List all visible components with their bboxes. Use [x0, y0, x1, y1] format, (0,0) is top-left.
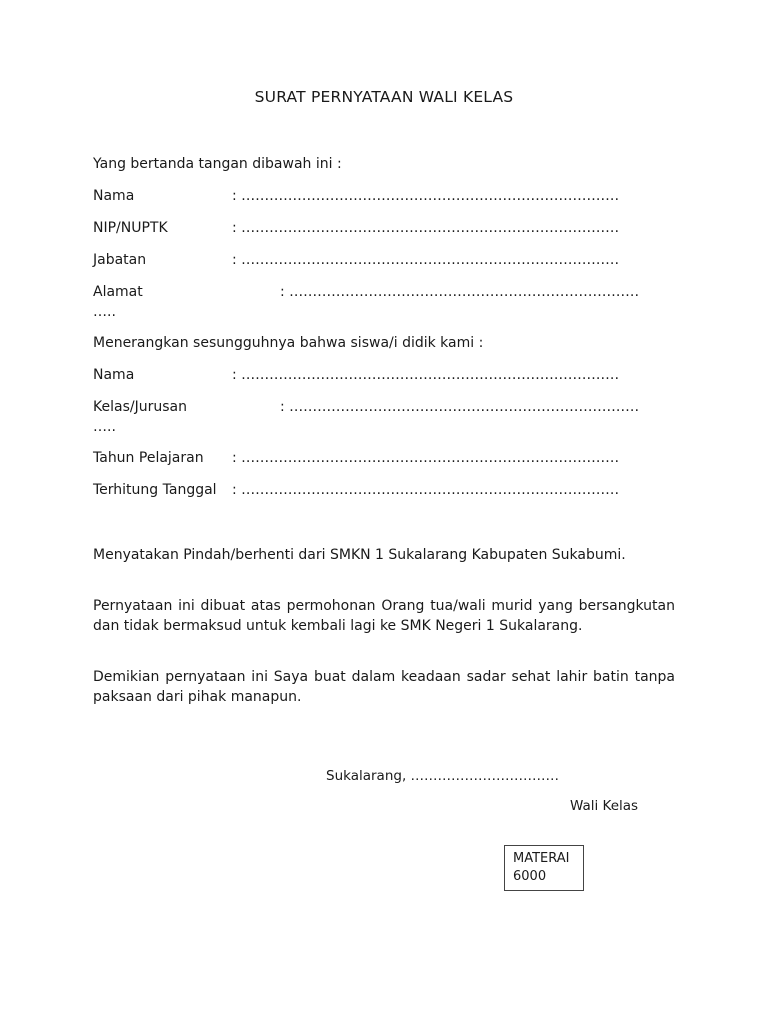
signature-role: Wali Kelas — [570, 798, 639, 814]
materai-stamp-box — [504, 845, 584, 891]
field-value-wrap: ….. — [93, 419, 116, 435]
field-label: Nama — [93, 367, 135, 383]
field-label: Terhitung Tanggal — [93, 482, 217, 498]
field-value: : ……………………………………………………………………… — [232, 482, 620, 498]
field-label: Alamat — [93, 284, 143, 300]
field-label: Tahun Pelajaran — [93, 450, 204, 466]
field-value: : ………………………………………………………………… — [280, 284, 640, 300]
field-label: NIP/NUPTK — [93, 220, 168, 236]
field-label: Nama — [93, 188, 135, 204]
paragraph-demikian: Demikian pernyataan ini Saya buat dalam keadaan sadar sehat lahir batin tanpa paksaan dari pihak manapun. — [93, 669, 675, 705]
field-label: Kelas/Jurusan — [93, 399, 187, 415]
field-value: : ………………………………………………………………… — [280, 399, 640, 415]
paragraph-pindah: Menyatakan Pindah/berhenti dari SMKN 1 Sukalarang Kabupaten Sukabumi. — [93, 547, 626, 563]
stamp-value: 6000 — [513, 869, 547, 884]
intro-text: Yang bertanda tangan dibawah ini : — [93, 156, 342, 172]
statement-intro: Menerangkan sesungguhnya bahwa siswa/i didik kami : — [93, 335, 484, 351]
paragraph-permohonan: Pernyataan ini dibuat atas permohonan Orang tua/wali murid yang bersangkutan dan tidak bermaksud untuk kembali lagi ke SMK Negeri 1 Sukalarang. — [93, 598, 675, 634]
stamp-label: MATERAI — [513, 851, 570, 866]
field-value: : ……………………………………………………………………… — [232, 220, 620, 236]
field-value: : ……………………………………………………………………… — [232, 188, 620, 204]
field-value: : ……………………………………………………………………… — [232, 450, 620, 466]
field-value-wrap: ….. — [93, 304, 116, 320]
place-date: Sukalarang, …………………………… — [326, 768, 560, 784]
field-label: Jabatan — [93, 252, 147, 268]
document-title: SURAT PERNYATAAN WALI KELAS — [254, 88, 514, 106]
field-value: : ……………………………………………………………………… — [232, 367, 620, 383]
field-value: : ……………………………………………………………………… — [232, 252, 620, 268]
